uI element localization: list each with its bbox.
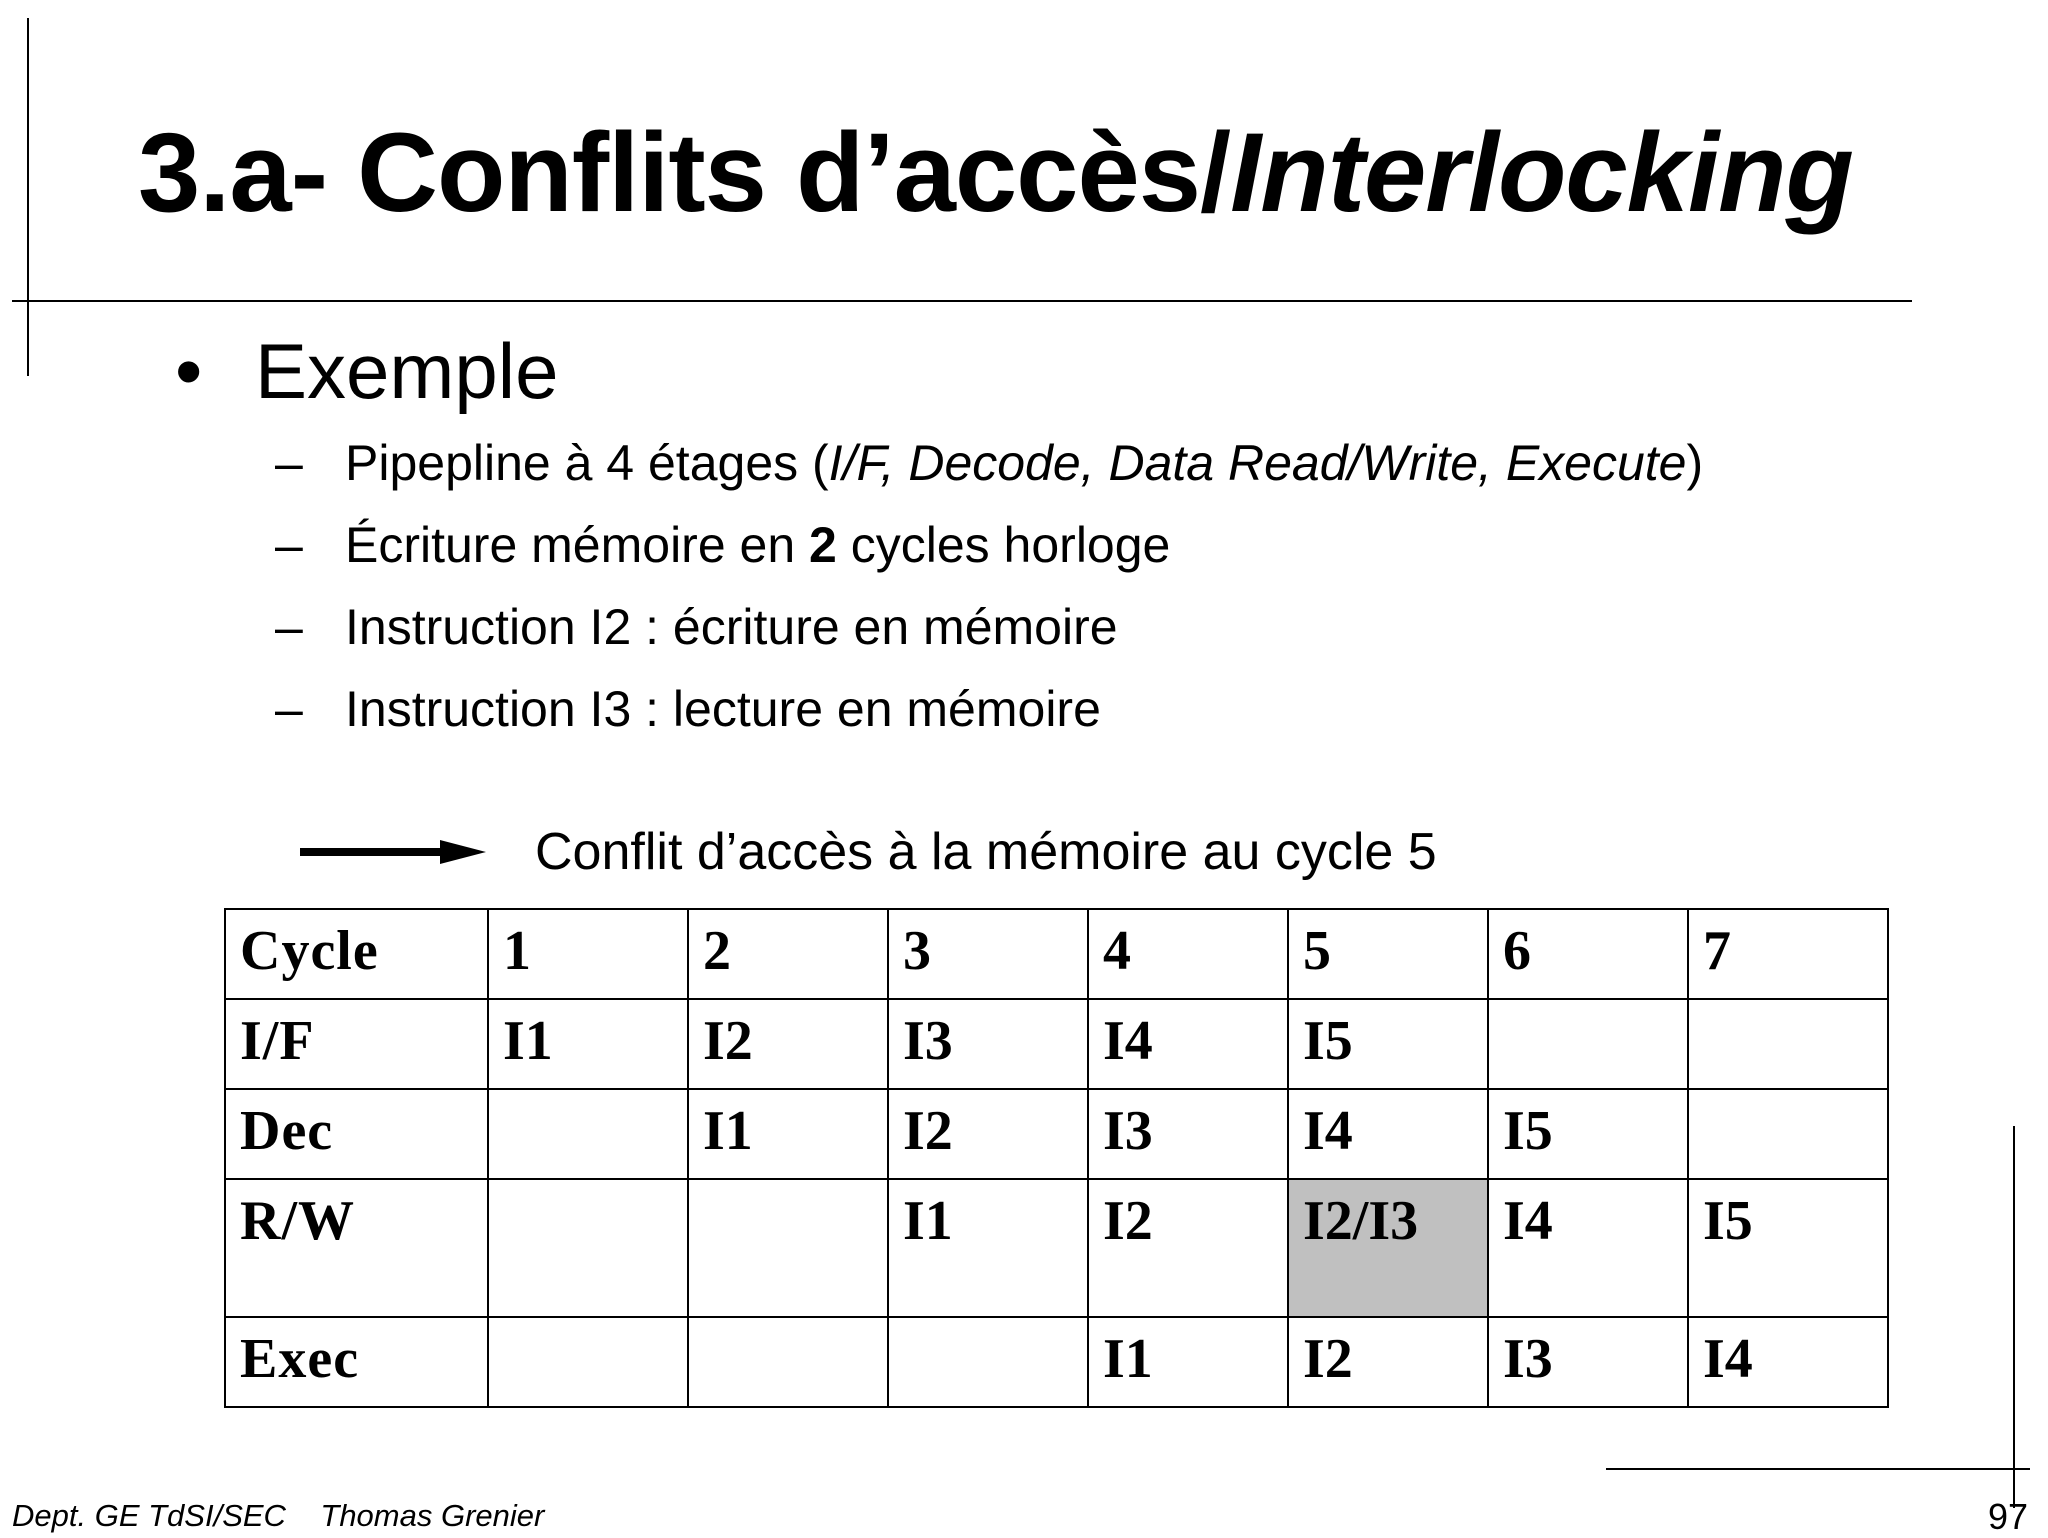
table-cell: I3	[1488, 1317, 1688, 1407]
table-cell: I5	[1488, 1089, 1688, 1179]
table-cell	[688, 1317, 888, 1407]
sub-item-text-end: cycles horloge	[836, 517, 1171, 573]
table-cell: 2	[688, 909, 888, 999]
table-cell: I5	[1688, 1179, 1888, 1317]
table-cell: I1	[1088, 1317, 1288, 1407]
bullet-dot: •	[175, 327, 203, 415]
table-cell: 7	[1688, 909, 1888, 999]
footer-credits: Dept. GE TdSI/SEC Thomas Grenier	[12, 1498, 545, 1533]
table-cell: I1	[688, 1089, 888, 1179]
sub-item-text-end: )	[1686, 435, 1704, 491]
table-cell: I3	[888, 999, 1088, 1089]
page-number: 97	[1988, 1496, 2029, 1537]
sub-item-text: Écriture mémoire en	[345, 517, 810, 573]
dash: –	[275, 681, 303, 737]
sub-item-italic: I/F, Decode, Data Read/Write, Execute	[828, 435, 1687, 491]
table-cell: I/F	[225, 999, 488, 1089]
table-row-exec	[225, 1317, 1888, 1407]
sub-item-instruction-i3	[275, 680, 1101, 738]
table-cell: 4	[1088, 909, 1288, 999]
table-cell: I2	[1288, 1317, 1488, 1407]
table-cell: 1	[488, 909, 688, 999]
bullet-text: Exemple	[255, 327, 559, 415]
table-cell: Cycle	[225, 909, 488, 999]
table-cell: I2	[688, 999, 888, 1089]
table-cell: 5	[1288, 909, 1488, 999]
sub-item-pipeline	[275, 434, 1703, 492]
table-row-if	[225, 999, 1888, 1089]
table-cell: 3	[888, 909, 1088, 999]
sub-item-text: Pipepline à 4 étages (	[345, 435, 829, 491]
sub-item-bold: 2	[809, 517, 837, 573]
title-italic: Interlocking	[1230, 110, 1853, 235]
table-cell	[1488, 999, 1688, 1089]
dash: –	[275, 517, 303, 573]
sub-item-text: Instruction I3 : lecture en mémoire	[345, 681, 1101, 737]
slide-title	[138, 108, 1853, 237]
main-bullet	[175, 326, 558, 417]
sub-item-instruction-i2	[275, 598, 1118, 656]
table-cell: I4	[1688, 1317, 1888, 1407]
left-vertical-rule	[27, 18, 29, 376]
bottom-horizontal-rule	[1606, 1468, 2030, 1470]
dash: –	[275, 599, 303, 655]
table-cell	[688, 1179, 888, 1317]
title-main: 3.a- Conflits d’accès/	[138, 110, 1231, 235]
conflict-note: Conflit d’accès à la mémoire au cycle 5	[535, 823, 1437, 881]
table-cell: I2	[888, 1089, 1088, 1179]
title-underline-rule	[12, 300, 1912, 302]
table-cell: I4	[1288, 1089, 1488, 1179]
table-row-rw	[225, 1179, 1888, 1317]
table-cell: I5	[1288, 999, 1488, 1089]
table-row-cycle	[225, 909, 1888, 999]
dash: –	[275, 435, 303, 491]
table-cell	[488, 1089, 688, 1179]
table-cell: Dec	[225, 1089, 488, 1179]
sub-item-text: Instruction I2 : écriture en mémoire	[345, 599, 1118, 655]
pipeline-table	[224, 908, 1889, 1408]
arrow-right-icon	[298, 832, 488, 872]
table-cell	[888, 1317, 1088, 1407]
table-cell	[488, 1179, 688, 1317]
table-cell: I1	[488, 999, 688, 1089]
sub-item-ecriture	[275, 516, 1170, 574]
conflict-cell: I2/I3	[1288, 1179, 1488, 1317]
right-vertical-rule	[2013, 1126, 2015, 1508]
table-cell: Exec	[225, 1317, 488, 1407]
table-row-dec	[225, 1089, 1888, 1179]
table-cell	[1688, 999, 1888, 1089]
table-cell: I2	[1088, 1179, 1288, 1317]
table-cell	[1688, 1089, 1888, 1179]
table-cell: I4	[1488, 1179, 1688, 1317]
table-cell: I3	[1088, 1089, 1288, 1179]
table-cell: I4	[1088, 999, 1288, 1089]
table-cell: R/W	[225, 1179, 488, 1317]
table-cell	[488, 1317, 688, 1407]
table-cell: 6	[1488, 909, 1688, 999]
table-cell: I1	[888, 1179, 1088, 1317]
